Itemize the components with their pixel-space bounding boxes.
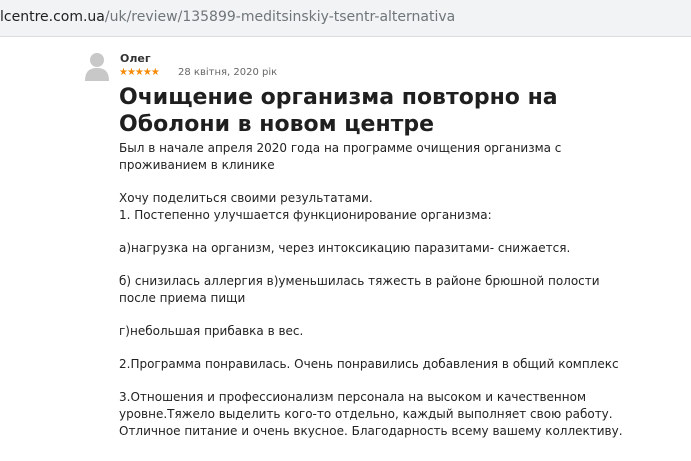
review-title: Очищение организма повторно на Оболони в новом центре bbox=[119, 85, 558, 137]
browser-address-bar[interactable] bbox=[0, 0, 691, 37]
review-paragraph: 1. Постепенно улучшается функционирование организма: bbox=[119, 208, 492, 222]
review-author: Олег bbox=[120, 52, 151, 65]
review-paragraph: Был в начале апреля 2020 года на программе очищения организма с проживанием в клинике bbox=[119, 141, 562, 172]
url-text[interactable] bbox=[0, 9, 455, 25]
review-paragraph: Хочу поделиться своими результатами. bbox=[119, 191, 373, 205]
review-paragraph: 2.Программа понравилась. Очень понравились добавления в общий комплекс bbox=[119, 357, 619, 371]
user-avatar-icon bbox=[84, 51, 110, 81]
review-paragraph: г)небольшая прибавка в вес. bbox=[119, 324, 304, 338]
url-domain: lcentre.com.ua bbox=[0, 9, 105, 25]
review-paragraph: 3.Отношения и профессионализм персонала на высоком и качественном уровне.Тяжело выделить кого-то отдельно, каждый выполняет свою работу. Отличное питание и очень вкусное. Благодарность всему вашему коллективу. bbox=[119, 390, 623, 438]
review-paragraph: б) снизилась аллергия в)уменьшилась тяжесть в районе брюшной полости после приема пищи bbox=[119, 274, 600, 305]
rating-stars: ★★★★★ bbox=[119, 67, 159, 78]
url-path: /uk/review/135899-meditsinskiy-tsentr-alternativa bbox=[104, 9, 456, 25]
review-body bbox=[119, 140, 639, 456]
review-date: 28 квітня, 2020 рік bbox=[178, 67, 278, 78]
review-paragraph: а)нагрузка на организм, через интоксикацию паразитами- снижается. bbox=[119, 241, 571, 255]
